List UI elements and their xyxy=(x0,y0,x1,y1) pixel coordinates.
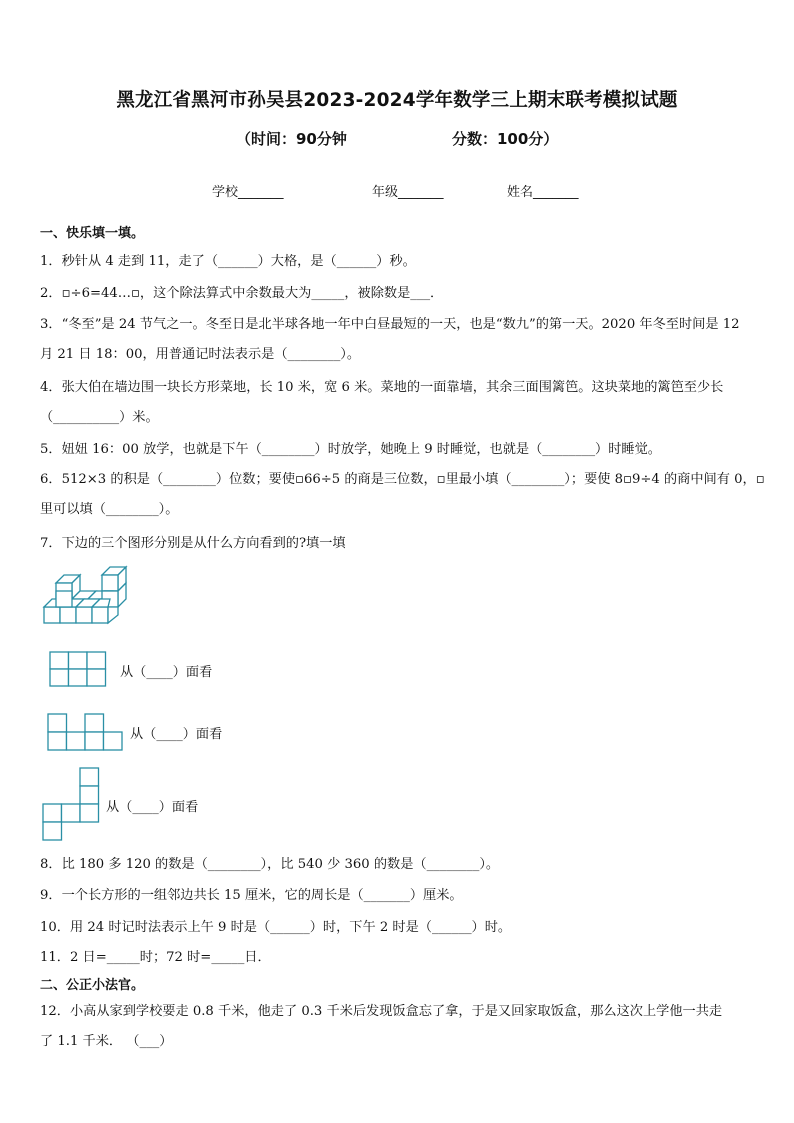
question-7: 7．下边的三个图形分别是从什么方向看到的?填一填 xyxy=(40,536,346,551)
question-12-line-1: 12．小高从家到学校要走 0.8 千米，他走了 0.3 千米后发现饭盒忘了拿，于是又回家取饭盒，那么这次上学他一共走 xyxy=(40,1004,723,1019)
question-3-line-2: 月 21 日 18：00，用普通记时法表示是（________）。 xyxy=(40,347,361,362)
page-title: 黑龙江省黑河市孙吴县2023-2024学年数学三上期末联考模拟试题 xyxy=(116,90,678,111)
name-field[interactable]: 姓名_______ xyxy=(507,185,579,200)
grid-cell xyxy=(80,768,99,786)
question-4-line-1: 4．张大伯在墙边围一块长方形菜地，长 10 米，宽 6 米。菜地的一面靠墙，其余三面围篱笆。这块菜地的篱笆至少长 xyxy=(40,380,724,395)
school-field[interactable]: 学校_______ xyxy=(212,185,284,200)
section-heading-true-false: 二、公正小法官。 xyxy=(40,978,145,993)
question-10: 10．用 24 时记时法表示上午 9 时是（______）时，下午 2 时是（______）时。 xyxy=(40,920,512,935)
question-11: 11．2 日=_____时；72 时=_____日． xyxy=(40,950,271,965)
grid-cell xyxy=(87,669,106,686)
cube-face xyxy=(56,591,72,607)
view-3-figure xyxy=(42,767,100,841)
cube-face xyxy=(60,607,76,623)
exam-time: （时间：90分钟 xyxy=(236,130,347,148)
cube-face xyxy=(44,607,60,623)
cube-solid-figure xyxy=(40,565,130,627)
question-5: 5．妞妞 16：00 放学，也就是下午（________）时放学，她晚上 9 时睡觉，也就是（________）时睡觉。 xyxy=(40,442,661,457)
view-2-figure xyxy=(47,713,123,751)
grid-cell xyxy=(85,732,104,750)
question-8: 8．比 180 多 120 的数是（________），比 540 少 360 的数是（________）。 xyxy=(40,857,500,872)
view-2-label: 从（____）面看 xyxy=(130,727,223,742)
question-2: 2．▫÷6=44…▫，这个除法算式中余数最大为_____，被除数是___． xyxy=(40,286,444,301)
cube-face xyxy=(76,607,92,623)
grid-cell xyxy=(50,669,69,686)
question-6-line-1: 6．512×3 的积是（________）位数；要使▫66÷5 的商是三位数，▫里最小填（________）；要使 8▫9÷4 的商中间有 0，▫ xyxy=(40,472,765,487)
cube-face xyxy=(108,607,118,623)
grid-cell xyxy=(43,822,62,840)
grid-cell xyxy=(67,732,86,750)
grid-cell xyxy=(80,786,99,804)
view-1-figure xyxy=(49,651,107,687)
question-1: 1．秒针从 4 走到 11，走了（______）大格，是（______）秒。 xyxy=(40,254,416,269)
grid-cell xyxy=(43,804,62,822)
grade-field[interactable]: 年级_______ xyxy=(372,185,444,200)
grid-cell xyxy=(62,804,81,822)
grid-cell xyxy=(85,714,104,732)
grid-cell xyxy=(48,732,67,750)
grid-cell xyxy=(48,714,67,732)
exam-score: 分数：100分） xyxy=(452,130,559,148)
grid-cell xyxy=(87,652,106,669)
cube-face xyxy=(102,575,118,591)
cube-face xyxy=(92,607,108,623)
view-1-label: 从（____）面看 xyxy=(120,665,213,680)
grid-cell xyxy=(80,804,99,822)
view-3-label: 从（____）面看 xyxy=(106,800,199,815)
question-9: 9．一个长方形的一组邻边共长 15 厘米，它的周长是（_______）厘米。 xyxy=(40,888,463,903)
question-4-line-2: （__________）米。 xyxy=(40,410,159,425)
grid-cell xyxy=(69,652,88,669)
question-6-line-2: 里可以填（________）。 xyxy=(40,502,179,517)
section-heading-fill-in: 一、快乐填一填。 xyxy=(40,226,145,241)
question-3-line-1: 3．“冬至”是 24 节气之一。冬至日是北半球各地一年中白昼最短的一天，也是“数九”的第一天。2020 年冬至时间是 12 xyxy=(40,317,740,332)
grid-cell xyxy=(50,652,69,669)
grid-cell xyxy=(69,669,88,686)
question-12-line-2: 了 1.1 千米． （___） xyxy=(40,1034,173,1049)
grid-cell xyxy=(104,732,123,750)
